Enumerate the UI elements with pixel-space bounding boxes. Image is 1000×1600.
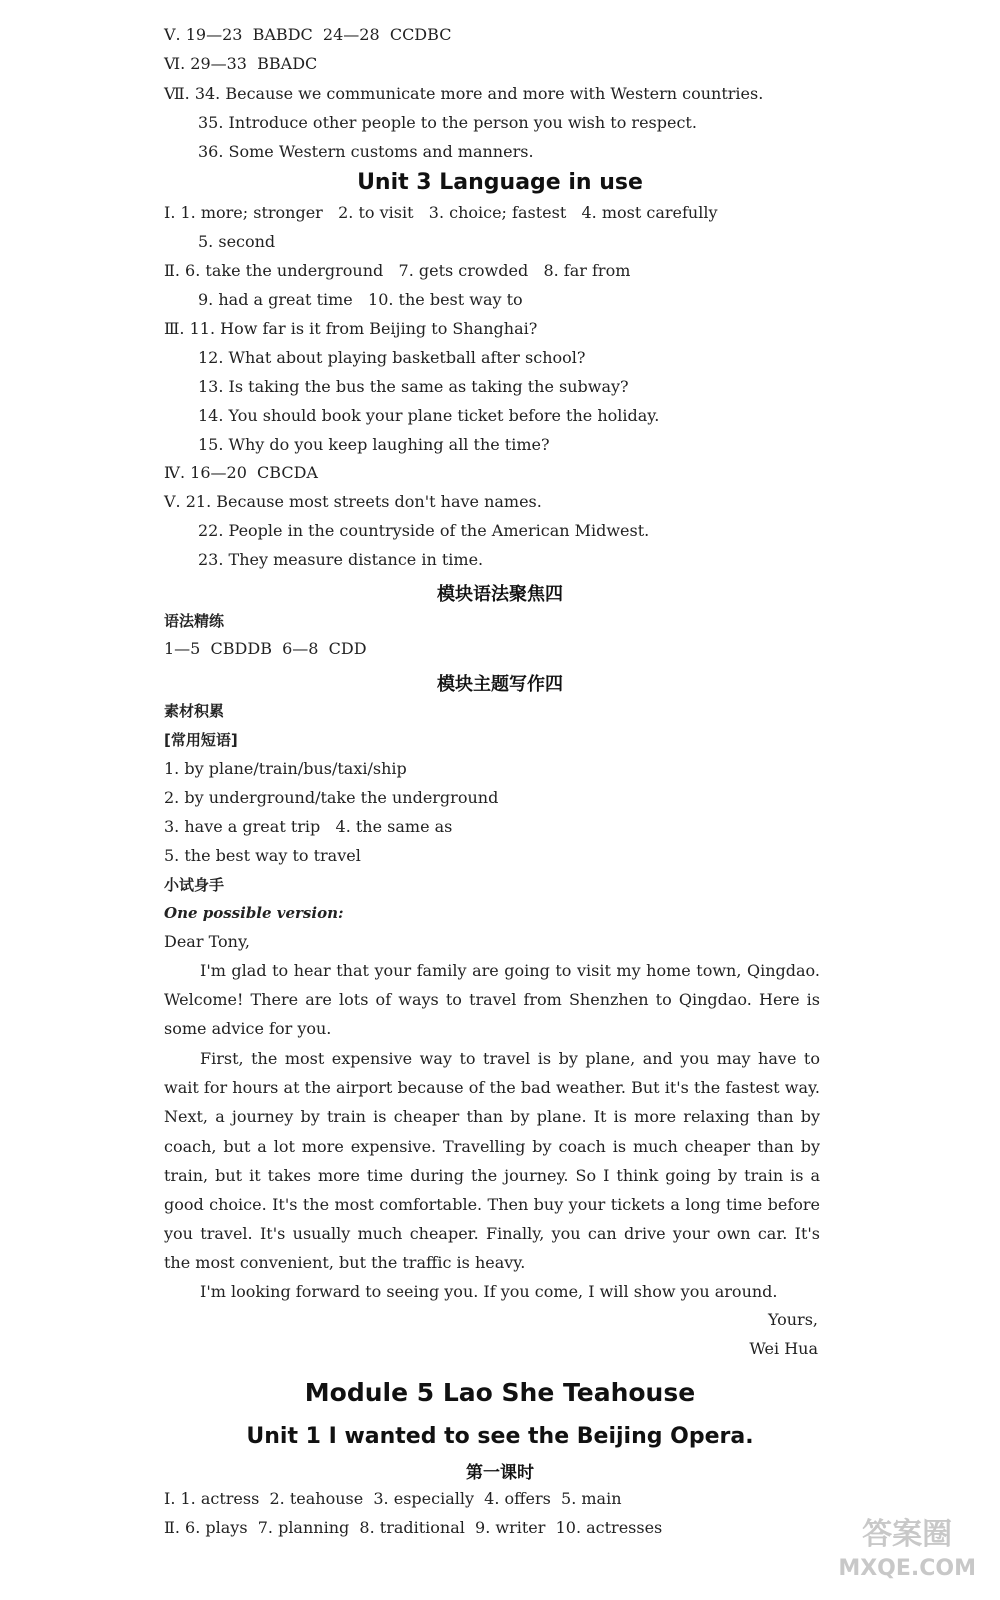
answer-line: 35. Introduce other people to the person you wish to respect. <box>198 113 697 132</box>
phrases-heading: [常用短语] <box>164 731 238 749</box>
answer-line: 36. Some Western customs and manners. <box>198 142 534 161</box>
answer-line: 15. Why do you keep laughing all the time? <box>198 435 550 454</box>
watermark-text: 答案圈 <box>862 1517 953 1552</box>
phrase-line: 2. by underground/take the underground <box>164 788 499 807</box>
practice-subheading: 小试身手 <box>164 876 225 894</box>
grammar-subheading: 语法精练 <box>164 612 225 630</box>
phrase-line: 1. by plane/train/bus/taxi/ship <box>164 759 407 778</box>
answer-line: Ⅱ. 6. plays 7. planning 8. traditional 9. writer 10. actresses <box>164 1518 663 1537</box>
answer-line: Ⅲ. 11. How far is it from Beijing to Shanghai? <box>164 319 538 338</box>
answer-line: 5. second <box>198 232 276 251</box>
grammar-heading: 模块语法聚焦四 <box>437 584 563 605</box>
answer-line: Ⅰ. 1. actress 2. teahouse 3. especially 4. offers 5. main <box>164 1489 622 1508</box>
answer-line: 13. Is taking the bus the same as taking the subway? <box>198 377 629 396</box>
watermark <box>838 1518 976 1586</box>
answer-line: Ⅳ. 16—20 CBCDA <box>164 463 318 482</box>
lesson-heading: 第一课时 <box>466 1463 534 1483</box>
answer-line: Ⅶ. 34. Because we communicate more and more with Western countries. <box>164 84 764 103</box>
version-label: One possible version: <box>164 904 344 922</box>
writing-heading: 模块主题写作四 <box>437 674 563 695</box>
module5-heading: Module 5 Lao She Teahouse <box>304 1378 696 1407</box>
letter-signature: Wei Hua <box>749 1339 818 1358</box>
answer-line: Ⅰ. 1. more; stronger 2. to visit 3. choice; fastest 4. most carefully <box>164 203 718 222</box>
answer-line: Ⅵ. 29—33 BBADC <box>164 54 318 73</box>
phrase-line: 3. have a great trip 4. the same as <box>164 817 453 836</box>
answer-line: Ⅴ. 21. Because most streets don't have names. <box>164 492 542 511</box>
answer-line: 12. What about playing basketball after school? <box>198 348 586 367</box>
answer-line: 9. had a great time 10. the best way to <box>198 290 523 309</box>
answer-line: Ⅱ. 6. take the underground 7. gets crowded 8. far from <box>164 261 631 280</box>
answer-line: 22. People in the countryside of the American Midwest. <box>198 521 650 540</box>
module5-unit1-heading: Unit 1 I wanted to see the Beijing Opera. <box>246 1424 754 1449</box>
unit3-heading: Unit 3 Language in use <box>357 170 643 195</box>
watermark-url: MXQE.COM <box>838 1556 976 1581</box>
answer-line: Ⅴ. 19—23 BABDC 24—28 CCDBC <box>164 25 452 44</box>
material-subheading: 素材积累 <box>164 702 225 720</box>
phrase-line: 5. the best way to travel <box>164 846 361 865</box>
letter-closing: Yours, <box>767 1310 818 1329</box>
answer-line: 23. They measure distance in time. <box>198 550 484 569</box>
answer-line: 14. You should book your plane ticket before the holiday. <box>198 406 660 425</box>
letter-greeting: Dear Tony, <box>164 932 250 951</box>
letter-paragraph-1: I'm glad to hear that your family are going to visit my home town, Qingdao. Welcome! There are lots of ways to travel from Shenzhen to Qingdao. Here is some advice for you. <box>164 961 820 1039</box>
letter-paragraph-2: First, the most expensive way to travel is by plane, and you may have to wait for hours at the airport because of the bad weather. But it's the fastest way. Next, a journey by train is cheaper than by plane. It is more relaxing than by coach, but a lot more expensive. Travelling by coach is much cheaper than by train, but it takes more time during the journey. So I think going by train is a good choice. It's the most comfortable. Then buy your tickets a long time before you travel. It's usually much cheaper. Finally, you can drive your own car. It's the most convenient, but the traffic is heavy. <box>164 1049 820 1273</box>
answer-line: 1—5 CBDDB 6—8 CDD <box>164 639 367 658</box>
letter-paragraph-3: I'm looking forward to seeing you. If you come, I will show you around. <box>200 1282 778 1301</box>
